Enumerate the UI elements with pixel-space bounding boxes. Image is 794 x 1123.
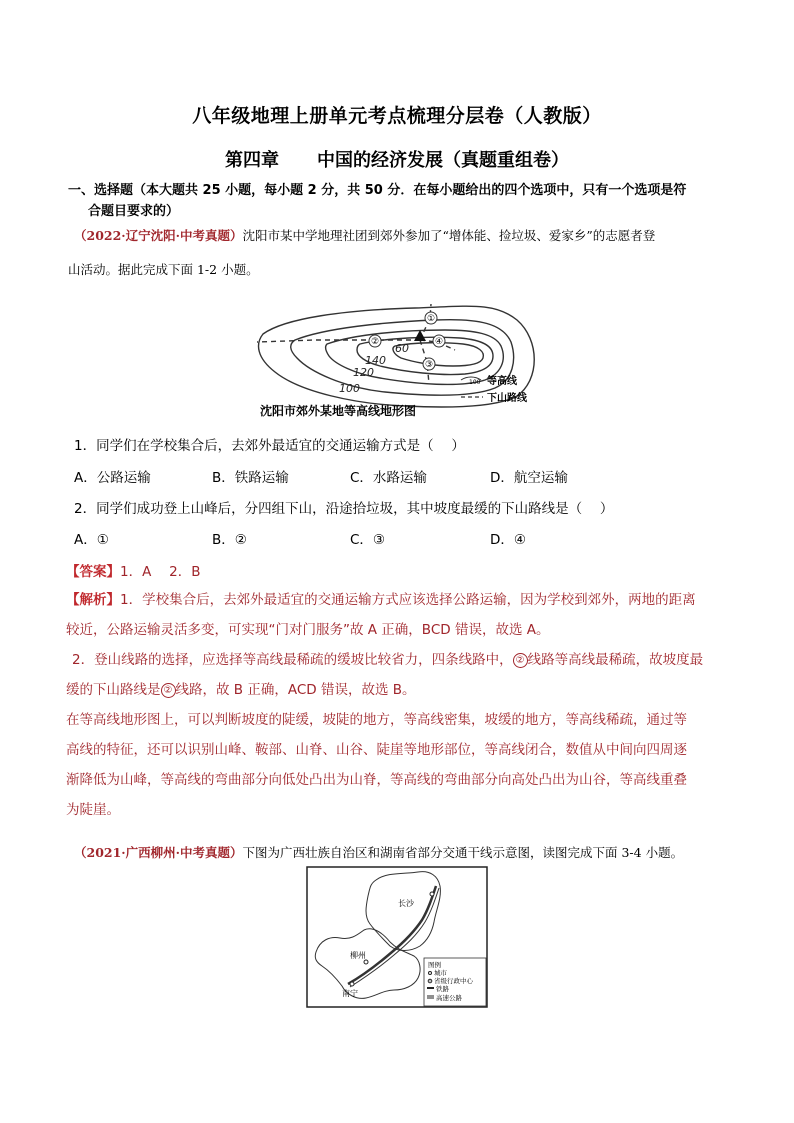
map-caption: 沈阳市郊外某地等高线地形图	[260, 404, 417, 418]
chapter-number: 第四章	[225, 150, 279, 171]
q1-option-c[interactable]: C．水路运输	[350, 470, 427, 486]
question-stem-1	[74, 226, 754, 244]
q2-option-d[interactable]: D．④	[490, 532, 526, 548]
legend-railway: 铁路	[436, 985, 449, 993]
analysis-1-line-1: 1．学校集合后，去郊外最适宜的交通运输方式应该选择公路运输，因为学校到郊外，两地的距离	[120, 592, 696, 608]
legend-title: 图例	[428, 961, 441, 969]
stem-line-1: 沈阳市某中学地理社团到郊外参加了“增体能、捡垃圾、爱家乡”的志愿者登	[242, 228, 656, 243]
q1-option-a[interactable]: A．公路运输	[74, 470, 151, 486]
route-mark-1: ①	[426, 314, 436, 324]
question-1: 1．同学们在学校集合后，去郊外最适宜的交通运输方式是（ ）	[74, 438, 465, 454]
section-header	[68, 180, 738, 222]
contour-label-100: 100	[339, 382, 360, 395]
question-2: 2．同学们成功登上山峰后，分四组下山，沿途拾垃圾，其中坡度最缓的下山路线是（ ）	[74, 501, 614, 517]
legend-contour: 等高线	[487, 376, 517, 387]
analysis-tag: 【解析】	[66, 592, 120, 608]
legend-route: 下山路线	[487, 393, 527, 404]
city-nanning: 南宁	[342, 989, 358, 998]
analysis-2-line-2b: 线路，故 B 正确，ACD 错误，故选 B。	[175, 682, 416, 698]
note-line-4: 为陡崖。	[66, 802, 120, 818]
note-line-1: 在等高线地形图上，可以判断坡度的陡缓，坡陡的地方，等高线密集，坡缓的地方，等高线稀疏，通过等	[66, 712, 687, 728]
city-liuzhou: 柳州	[350, 951, 366, 960]
legend-city: 城市	[434, 969, 447, 977]
source-tag: （2021·广西柳州·中考真题）	[74, 845, 243, 860]
province-map	[306, 866, 488, 1008]
circle-2-mark: ②	[513, 653, 528, 668]
q2-option-b[interactable]: B．②	[212, 532, 247, 548]
source-tag: （2022·辽宁沈阳·中考真题）	[74, 228, 243, 243]
q1-option-b[interactable]: B．铁路运输	[212, 470, 289, 486]
q2-option-a[interactable]: A．①	[74, 532, 109, 548]
section-line-1: 一、选择题（本大题共 25 小题，每小题 2 分，共 50 分．在每小题给出的四个选项中，只有一个选项是符	[68, 183, 687, 198]
note-line-2: 高线的特征，还可以识别山峰、鞍部、山脊、山谷、陡崖等地形部位，等高线闭合，数值从中间向四周逐	[66, 742, 687, 758]
answer-tag: 【答案】	[66, 564, 120, 580]
analysis-1-line-2: 较近，公路运输灵活多变，可实现“门对门服务”故 A 正确，BCD 错误，故选 A。	[66, 622, 550, 638]
question-2-options	[74, 528, 526, 548]
note-line-3: 渐降低为山峰，等高线的弯曲部分向低处凸出为山脊，等高线的弯曲部分向高处凸出为山谷，等高线重叠	[66, 772, 687, 788]
analysis-2-line-1b: 线路等高线最稀疏，故坡度最	[527, 652, 704, 668]
answer-text: 1．A 2．B	[120, 564, 201, 580]
chapter-title	[0, 146, 794, 172]
contour-label-60: 60	[395, 342, 409, 355]
q1-option-d[interactable]: D．航空运输	[490, 470, 568, 486]
q2-option-c[interactable]: C．③	[350, 532, 386, 548]
analysis-2-line-1a: 2．登山线路的选择，应选择等高线最稀疏的缓坡比较省力，四条线路中，	[72, 652, 513, 668]
route-mark-4: ④	[434, 337, 444, 347]
contour-label-120: 120	[353, 366, 374, 379]
contour-label-140: 140	[365, 354, 386, 367]
route-mark-3: ③	[424, 360, 434, 370]
answer-line	[66, 560, 200, 580]
question-1-options	[74, 466, 568, 486]
stem-line-2: 山活动。据此完成下面 1-2 小题。	[68, 262, 259, 277]
analysis-2-line-2a: 缓的下山路线是	[66, 682, 161, 698]
circle-2-mark: ②	[161, 683, 176, 698]
route-mark-2: ②	[370, 337, 380, 347]
page-title: 八年级地理上册单元考点梳理分层卷（人教版）	[192, 105, 602, 127]
section-line-2: 合题目要求的）	[88, 204, 180, 219]
city-changsha: 长沙	[398, 899, 414, 908]
map-legend	[461, 374, 528, 404]
question-stem-2	[74, 843, 683, 861]
legend-capital: 省级行政中心	[434, 977, 473, 985]
chapter-subtitle: 中国的经济发展（真题重组卷）	[317, 150, 569, 171]
legend-highway: 高速公路	[436, 994, 462, 1002]
analysis-block	[66, 585, 730, 825]
province-map-legend	[424, 958, 486, 1006]
stem-2-text: 下图为广西壮族自治区和湖南省部分交通干线示意图，读图完成下面 3-4 小题。	[242, 845, 684, 860]
legend-contour-value: 100	[469, 379, 481, 386]
